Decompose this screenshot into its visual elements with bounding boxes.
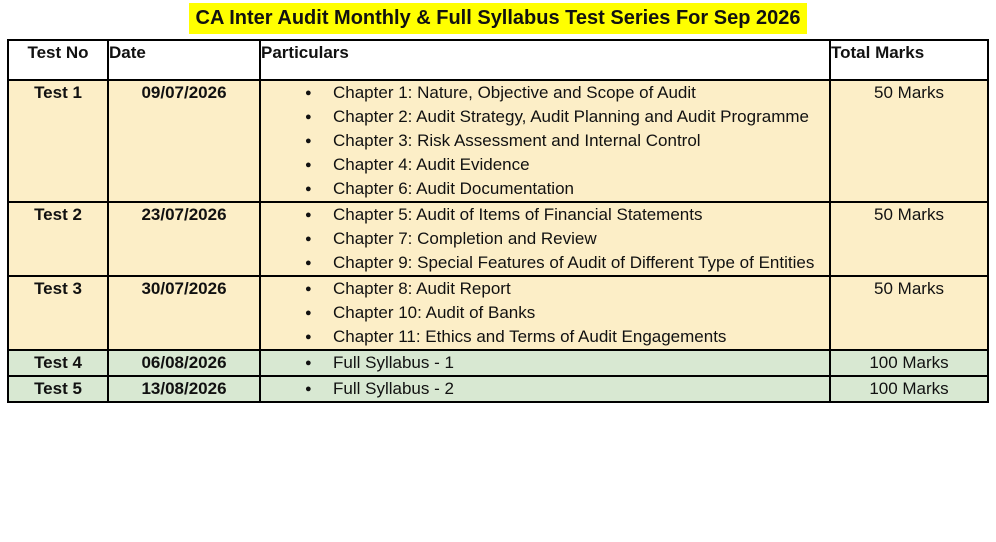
chapter-list xyxy=(261,277,829,349)
marks-cell: 50 Marks xyxy=(830,202,988,276)
chapter-item: ● Chapter 6: Audit Documentation xyxy=(305,177,829,201)
marks-cell: 50 Marks xyxy=(830,276,988,350)
table-row-test-2 xyxy=(8,202,988,276)
chapter-item: ● Chapter 1: Nature, Objective and Scope of Audit xyxy=(305,81,829,105)
test-no-cell: Test 4 xyxy=(8,350,108,376)
chapter-item: ● Chapter 10: Audit of Banks xyxy=(305,301,829,325)
chapter-list xyxy=(261,377,829,401)
header-row xyxy=(8,40,988,80)
particulars-cell xyxy=(260,80,830,202)
particulars-cell xyxy=(260,350,830,376)
chapter-item: ● Chapter 7: Completion and Review xyxy=(305,227,829,251)
date-cell: 13/08/2026 xyxy=(108,376,260,402)
date-cell: 09/07/2026 xyxy=(108,80,260,202)
chapter-item: ● Chapter 3: Risk Assessment and Internal Control xyxy=(305,129,829,153)
column-header-particulars: Particulars xyxy=(260,40,830,80)
chapter-item: ● Chapter 9: Special Features of Audit of Different Type of Entities xyxy=(305,251,829,275)
chapter-list xyxy=(261,351,829,375)
marks-cell: 100 Marks xyxy=(830,350,988,376)
title-bar xyxy=(0,0,996,34)
chapter-item: ● Chapter 4: Audit Evidence xyxy=(305,153,829,177)
page-title: CA Inter Audit Monthly & Full Syllabus Test Series For Sep 2026 xyxy=(189,3,808,34)
test-schedule-table xyxy=(7,39,989,403)
particulars-cell xyxy=(260,376,830,402)
chapter-item: ● Chapter 2: Audit Strategy, Audit Planning and Audit Programme xyxy=(305,105,829,129)
chapter-list xyxy=(261,203,829,275)
date-cell: 30/07/2026 xyxy=(108,276,260,350)
column-header-total-marks: Total Marks xyxy=(830,40,988,80)
chapter-item: ● Full Syllabus - 1 xyxy=(305,351,829,375)
date-cell: 06/08/2026 xyxy=(108,350,260,376)
marks-cell: 50 Marks xyxy=(830,80,988,202)
test-no-cell: Test 2 xyxy=(8,202,108,276)
date-cell: 23/07/2026 xyxy=(108,202,260,276)
chapter-item: ● Chapter 5: Audit of Items of Financial Statements xyxy=(305,203,829,227)
test-no-cell: Test 1 xyxy=(8,80,108,202)
particulars-cell xyxy=(260,202,830,276)
test-no-cell: Test 5 xyxy=(8,376,108,402)
particulars-cell xyxy=(260,276,830,350)
chapter-item: ● Chapter 8: Audit Report xyxy=(305,277,829,301)
chapter-item: ● Chapter 11: Ethics and Terms of Audit Engagements xyxy=(305,325,829,349)
chapter-item: ● Full Syllabus - 2 xyxy=(305,377,829,401)
marks-cell: 100 Marks xyxy=(830,376,988,402)
table-row-test-1 xyxy=(8,80,988,202)
test-no-cell: Test 3 xyxy=(8,276,108,350)
column-header-date: Date xyxy=(108,40,260,80)
chapter-list xyxy=(261,81,829,201)
table-row-test-4 xyxy=(8,350,988,376)
table-row-test-5 xyxy=(8,376,988,402)
table-row-test-3 xyxy=(8,276,988,350)
column-header-test-no: Test No xyxy=(8,40,108,80)
